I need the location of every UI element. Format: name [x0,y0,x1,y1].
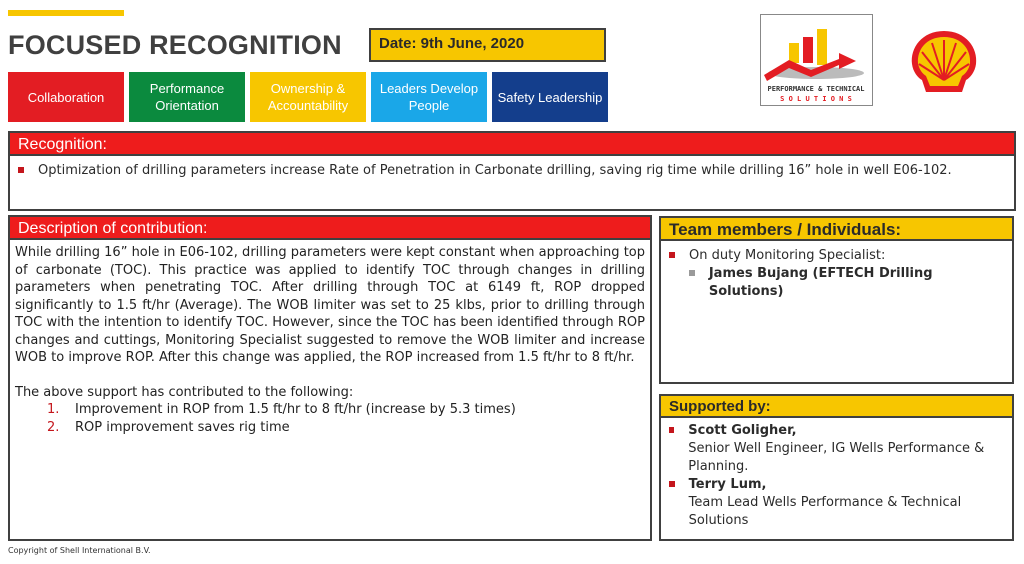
supporter-title: Team Lead Wells Performance & Technical Solutions [688,495,962,528]
bullet-icon [18,167,24,173]
value-collaboration: Collaboration [8,72,124,122]
team-role: On duty Monitoring Specialist: [689,248,886,263]
recognition-heading: Recognition: [10,133,1014,156]
team-heading: Team members / Individuals: [661,218,1012,241]
description-paragraph: While drilling 16” hole in E06-102, drilling parameters were kept constant when approaching top of carbonate (TOC). This practice was applied to identify TOC through changes in drilling parameters when penetrating TOC. After drilling through TOC at 6149 ft, ROP dropped significantly to 1.5 ft/hr (Average). The WOB limiter was set to 25 klbs, prior to drilling through TOC with the intention to identify TOC. However, since the TOC has been identified through ROP changes and cuttings, Monitoring Specialist suggested to remove the WOB limiter and increase WOB to improve ROP. After this change was applied, the ROP increased from 1.5 ft/hr to 8 ft/hr. [15,245,645,365]
supporter-name: Terry Lum, [688,477,767,492]
shell-pecten-icon [908,28,980,96]
value-leaders-develop-people: Leaders Develop People [371,72,487,122]
supporter-title: Senior Well Engineer, IG Wells Performance & Planning. [688,441,985,474]
description-panel [8,215,652,541]
bullet-icon [669,481,675,487]
sub-bullet-icon [689,270,695,276]
list-item: 1. Improvement in ROP from 1.5 ft/hr to 8 ft/hr (increase by 5.3 times) [47,402,516,417]
date-badge: Date: 9th June, 2020 [369,28,606,62]
supported-heading: Supported by: [661,396,1012,418]
team-panel [659,216,1014,384]
shell-logo [908,28,980,96]
values-row [8,72,608,122]
page-title: FOCUSED RECOGNITION [8,30,342,60]
pts-logo [760,14,873,106]
bullet-icon [669,252,675,258]
copyright-text: Copyright of Shell International B.V. [8,546,151,555]
list-item: 2. ROP improvement saves rig time [47,419,290,435]
bullet-icon [669,427,674,433]
supported-panel [659,394,1014,541]
supporter-name: Scott Goligher, [688,423,797,438]
value-performance-orientation: Performance Orientation [129,72,245,122]
summary-intro: The above support has contributed to the following: [15,384,354,400]
recognition-panel [8,131,1016,211]
recognition-text: Optimization of drilling parameters increase Rate of Penetration in Carbonate drilling, saving rig time while drilling 16” hole in well E06-102. [38,163,952,178]
description-heading: Description of contribution: [10,217,650,240]
chart-arrow-icon [761,15,872,105]
svg-text:S O L U T I O N S: S O L U T I O N S [780,95,852,103]
accent-bar [8,10,124,16]
contribution-list [15,401,645,436]
team-member: James Bujang (EFTECH Drilling Solutions) [708,266,933,299]
value-ownership-accountability: Ownership & Accountability [250,72,366,122]
value-safety-leadership: Safety Leadership [492,72,608,122]
svg-text:PERFORMANCE & TECHNICAL: PERFORMANCE & TECHNICAL [767,85,865,93]
